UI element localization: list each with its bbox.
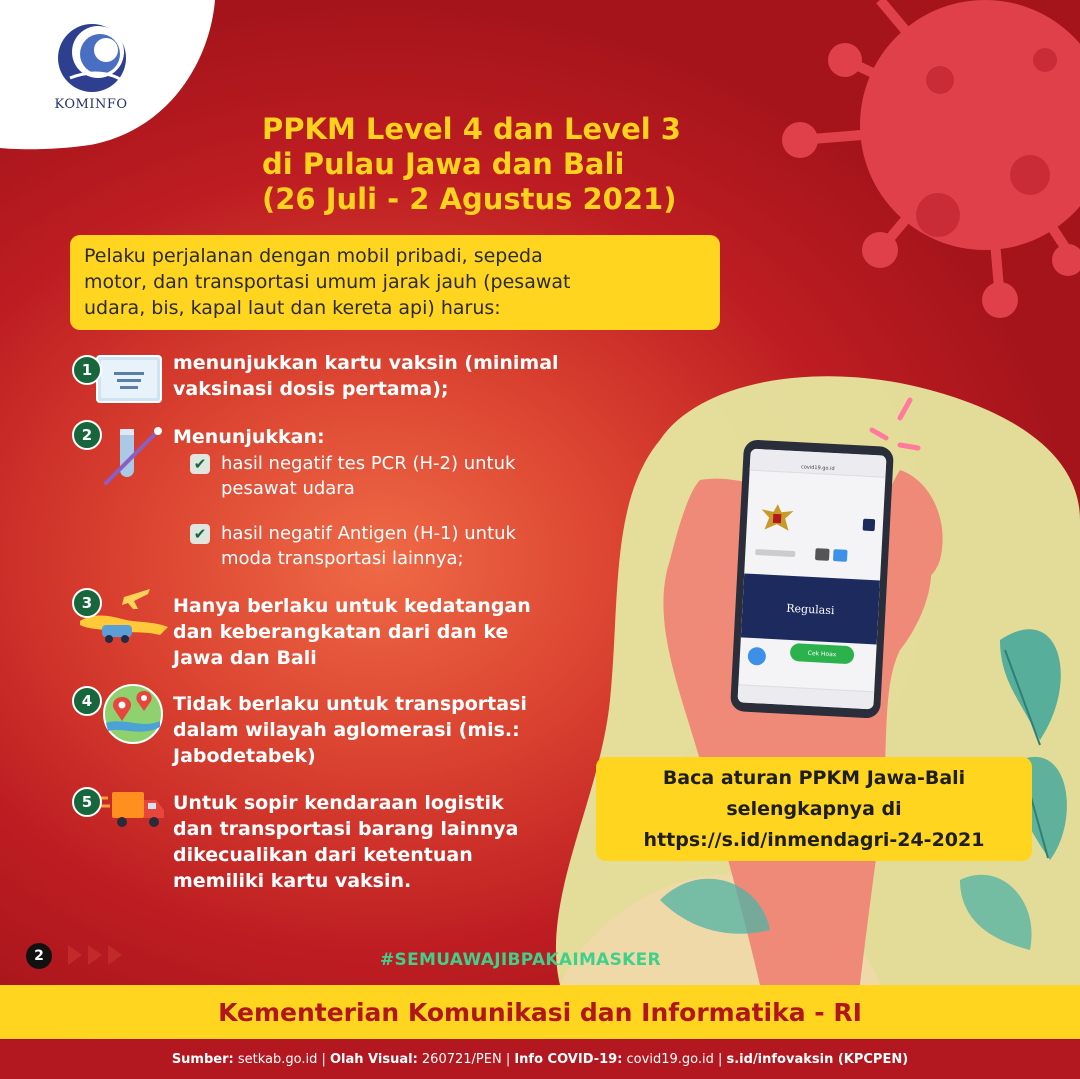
- item-5-line-4: memiliki kartu vaksin.: [173, 870, 412, 892]
- next-arrows-icon: [66, 942, 130, 968]
- title-line-1: PPKM Level 4 dan Level 3: [262, 112, 681, 146]
- item-3-line-2: dan keberangkatan dari dan ke: [173, 621, 509, 643]
- source-label: Sumber:: [171, 1052, 234, 1067]
- intro-line-1: Pelaku perjalanan dengan mobil pribadi, sepeda: [84, 245, 543, 267]
- cta-line-2: selengkapnya di: [726, 798, 902, 820]
- vaccine-card-icon: [96, 355, 162, 403]
- item-1-line-2: vaksinasi dosis pertama);: [173, 378, 449, 400]
- sub-item-pcr: [221, 451, 641, 501]
- phone-screen: [737, 449, 886, 710]
- sub-1-line-2: pesawat udara: [221, 478, 355, 499]
- location-map-icon: [102, 683, 164, 745]
- infovaksin-link: s.id/infovaksin (KPCPEN): [726, 1052, 909, 1067]
- hashtag: #SEMUAWAJIBPAKAIMASKER: [380, 950, 661, 970]
- item-4-line-1: Tidak berlaku untuk transportasi: [173, 693, 527, 715]
- footer-title: Kementerian Komunikasi dan Informatika - RI: [218, 997, 862, 1027]
- logo-plate: [0, 0, 215, 150]
- item-4-line-3: Jabodetabek): [173, 745, 316, 767]
- title-line-2: di Pulau Jawa dan Bali: [262, 147, 625, 181]
- item-3-line-3: Jawa dan Bali: [173, 647, 317, 669]
- intro-line-2: motor, dan transportasi umum jarak jauh (pesawat: [84, 271, 571, 293]
- virus-illustration: [782, 0, 1080, 318]
- item-text-4: [173, 691, 653, 769]
- garuda-emblem-icon: [758, 499, 796, 537]
- visual-label: Olah Visual:: [330, 1052, 418, 1067]
- item-number-5: 5: [72, 787, 102, 817]
- item-number-3: 3: [72, 588, 102, 618]
- item-text-1: [173, 350, 653, 402]
- footer-bar: [0, 985, 1080, 1039]
- item-5-line-1: Untuk sopir kendaraan logistik: [173, 792, 504, 814]
- item-3-line-1: Hanya berlaku untuk kedatangan: [173, 595, 531, 617]
- title-line-3: (26 Juli - 2 Agustus 2021): [262, 182, 677, 216]
- intro-box: [70, 235, 720, 330]
- item-5-line-3: dikecualikan dari ketentuan: [173, 844, 473, 866]
- item-1-line-1: menunjukkan kartu vaksin (minimal: [173, 352, 559, 374]
- info-label: Info COVID-19:: [514, 1052, 623, 1067]
- phone-url: covid19.go.id: [800, 463, 835, 472]
- play-store-icon: [815, 548, 830, 561]
- app-store-icon: [833, 549, 848, 562]
- menu-icon: [863, 519, 876, 532]
- info-value: covid19.go.id |: [622, 1052, 727, 1067]
- item-text-5: [173, 790, 653, 894]
- sub-2-line-2: moda transportasi lainnya;: [221, 548, 464, 569]
- sub-1-line-1: hasil negatif tes PCR (H-2) untuk: [221, 453, 516, 474]
- source-value: setkab.go.id |: [233, 1052, 330, 1067]
- item-text-3: [173, 593, 653, 671]
- page-number: 2: [26, 943, 52, 969]
- item-number-1: 1: [72, 355, 102, 385]
- phone-banner: Regulasi: [741, 573, 880, 644]
- visual-value: 260721/PEN |: [417, 1052, 515, 1067]
- cta-line-1: Baca aturan PPKM Jawa-Bali: [662, 767, 966, 789]
- whatsapp-button: Cek Hoax: [790, 643, 855, 664]
- sub-2-line-1: hasil negatif Antigen (H-1) untuk: [221, 523, 516, 544]
- source-line: [0, 1040, 1080, 1079]
- cta-box: [596, 757, 1032, 861]
- test-tube-icon: [100, 425, 166, 487]
- delivery-truck-icon: [98, 788, 166, 830]
- item-4-line-2: dalam wilayah aglomerasi (mis.:: [173, 719, 520, 741]
- phone-mockup: [730, 439, 894, 718]
- page-title: [262, 112, 742, 217]
- sub-item-antigen: [221, 521, 641, 571]
- item-number-2: 2: [72, 420, 102, 450]
- logo-text: KOMINFO: [54, 97, 128, 112]
- checkbox-icon: ✔: [190, 524, 210, 544]
- link-icon: [747, 647, 766, 666]
- item-text-2: [173, 424, 653, 450]
- intro-line-3: udara, bis, kapal laut dan kereta api) harus:: [84, 297, 501, 319]
- kominfo-logo-icon: [58, 24, 126, 92]
- checkbox-icon: ✔: [190, 454, 210, 474]
- cta-link[interactable]: https://s.id/inmendagri-24-2021: [643, 829, 985, 851]
- item-number-4: 4: [72, 686, 102, 716]
- item-5-line-2: dan transportasi barang lainnya: [173, 818, 519, 840]
- item-2-line-1: Menunjukkan:: [173, 426, 325, 448]
